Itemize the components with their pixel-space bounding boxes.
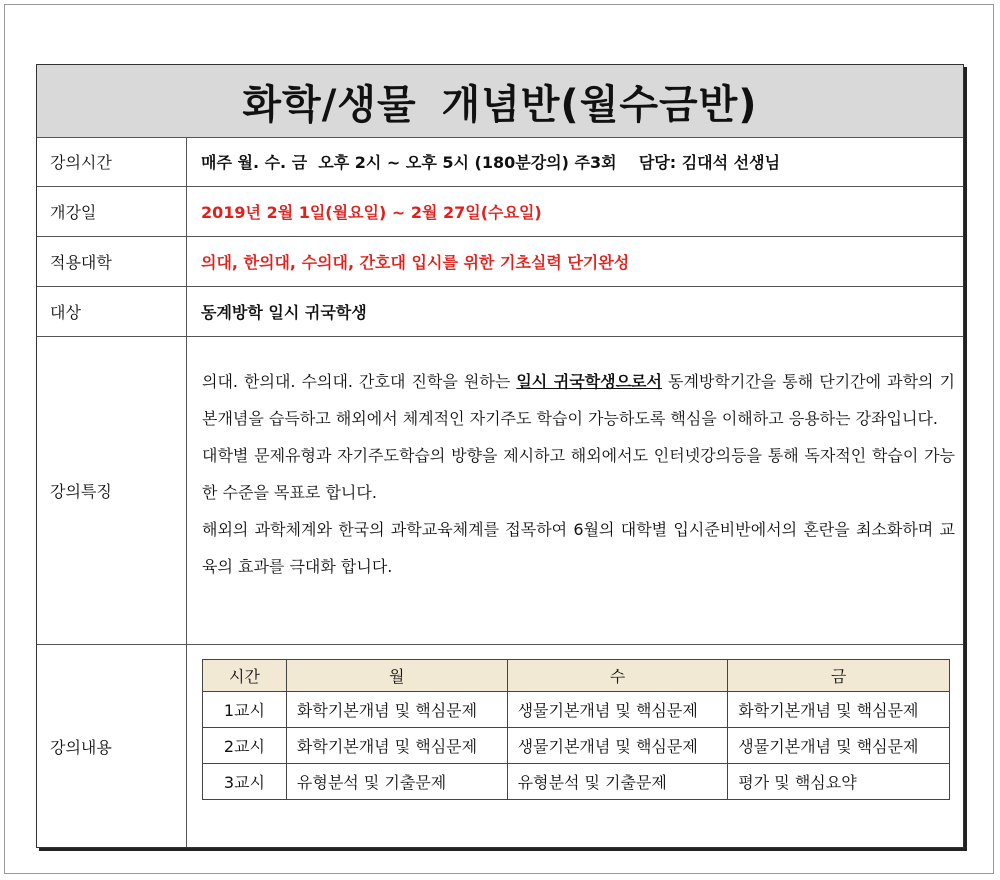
table-row (203, 764, 950, 800)
row-target-university (37, 237, 963, 287)
features-text: 동계방학기간을 통해 단기간에 과학의 기본개념을 습득하고 해외에서 체계적인 자기주도 학습이 가능하도록 핵심을 이해하고 응용하는 강좌입니다. (202, 372, 955, 428)
table-cell: 화학기본개념 및 핵심문제 (286, 728, 507, 764)
header-wed: 수 (507, 660, 728, 692)
table-row (203, 692, 950, 728)
row-content (37, 645, 963, 847)
course-sheet (36, 64, 964, 848)
table-cell: 화학기본개념 및 핵심문제 (286, 692, 507, 728)
row-lecture-time (37, 137, 963, 187)
course-title: 화학/생물 개념반(월수금반) (37, 65, 963, 138)
label-content: 강의내용 (37, 645, 187, 847)
features-paragraph-3: 해외의 과학체계와 한국의 과학교육체계를 접목하여 6월의 대학별 입시준비반에서의 혼란을 최소화하며 교육의 효과를 극대화 합니다. (202, 520, 955, 576)
label-audience: 대상 (37, 287, 187, 336)
header-fri: 금 (728, 660, 950, 692)
features-emphasis: 일시 귀국학생으로서 (516, 372, 662, 391)
features-paragraph-2: 대학별 문제유형과 자기주도학습의 방향을 제시하고 해외에서도 인터넷강의등을 통해 독자적인 학습이 가능한 수준을 목표로 합니다. (202, 446, 955, 502)
table-cell: 생물기본개념 및 핵심문제 (728, 728, 950, 764)
table-cell: 유형분석 및 기출문제 (286, 764, 507, 800)
table-cell: 유형분석 및 기출문제 (507, 764, 728, 800)
label-lecture-time: 강의시간 (37, 137, 187, 186)
table-cell: 평가 및 핵심요약 (728, 764, 950, 800)
schedule-header-row (203, 660, 950, 692)
value-audience: 동계방학 일시 귀국학생 (201, 303, 367, 322)
table-row (203, 728, 950, 764)
period-cell: 2교시 (203, 728, 287, 764)
features-description (202, 363, 955, 585)
schedule-table (202, 659, 950, 800)
period-cell: 3교시 (203, 764, 287, 800)
header-mon: 월 (286, 660, 507, 692)
value-target-university: 의대, 한의대, 수의대, 간호대 입시를 위한 기초실력 단기완성 (201, 253, 630, 272)
row-start-date (37, 187, 963, 237)
value-lecture-time: 매주 월. 수. 금 오후 2시 ~ 오후 5시 (180분강의) 주3회 담당: 김대석 선생님 (201, 153, 781, 172)
features-text: 의대. 한의대. 수의대. 간호대 진학을 원하는 (202, 372, 517, 391)
header-period: 시간 (203, 660, 287, 692)
table-cell: 생물기본개념 및 핵심문제 (507, 728, 728, 764)
label-features: 강의특징 (37, 337, 187, 644)
period-cell: 1교시 (203, 692, 287, 728)
label-target-university: 적용대학 (37, 237, 187, 286)
row-audience (37, 287, 963, 337)
features-paragraph-1 (202, 363, 955, 437)
row-features (37, 337, 963, 645)
table-cell: 생물기본개념 및 핵심문제 (507, 692, 728, 728)
label-start-date: 개강일 (37, 187, 187, 236)
value-start-date: 2019년 2월 1일(월요일) ~ 2월 27일(수요일) (201, 203, 542, 222)
table-cell: 화학기본개념 및 핵심문제 (728, 692, 950, 728)
